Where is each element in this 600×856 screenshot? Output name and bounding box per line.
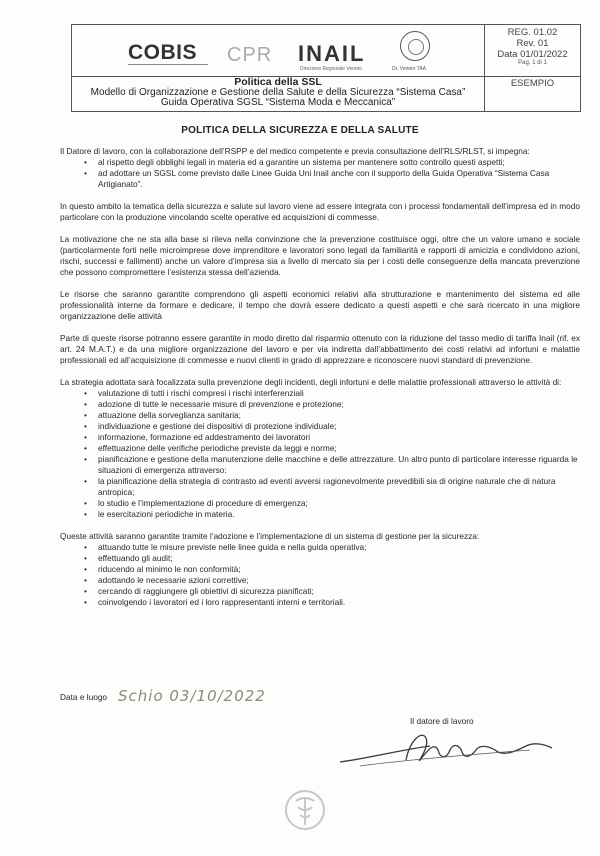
list-item: • valutazione di tutti i rischi compresi i rischi interferenziali	[84, 388, 580, 399]
cobis-logo: COBIS	[128, 41, 198, 64]
cpr-logo: CPR	[227, 44, 273, 66]
document-meta	[485, 25, 580, 78]
reg-code: REG. 01.02	[507, 27, 558, 38]
handwritten-date: Schio 03/10/2022	[118, 687, 266, 705]
paragraph: In questo ambito la tematica della sicurezza e salute sul lavoro viene ad essere integrata con i processi fondamentali dell’impresa ed in modo particolare con la produzione vincolando scelte operative ed acquisizioni di commesse.	[60, 201, 580, 222]
list-item: • adozione di tutte le necessarie misure di prevenzione e protezione;	[84, 399, 580, 410]
inail-logo-subline: Direzione Regionale Veneto	[300, 66, 362, 72]
status-label: ESEMPIO	[510, 78, 555, 89]
header-subtitle: Modello di Organizzazione e Gestione della Salute e della Sicurezza “Sistema Casa”	[90, 86, 466, 98]
list-item: • adottando le necessarie azioni correttive;	[84, 575, 580, 586]
list-item: • attuando tutte le misure previste nelle linee guida e nella guida operativa;	[84, 542, 580, 553]
list-item: • riducendo al minimo le non conformità;	[84, 564, 580, 575]
list-item: • effettuazione delle verifiche periodiche previste da leggi e norme;	[84, 443, 580, 454]
seal-icon	[400, 31, 430, 61]
commitments-list	[60, 157, 580, 190]
issue-date: Data 01/01/2022	[497, 49, 568, 60]
list-item: • al rispetto degli obblighi legali in materia ed a garantire un sistema per mantenere sotto controllo questi aspetti;	[84, 157, 580, 168]
paragraph: Queste attività saranno garantite tramite l’adozione e l’implementazione di un sistema di gestione per la sicurezza:	[60, 531, 480, 541]
list-item: • cercando di raggiungere gli obiettivi di sicurezza pianificati;	[84, 586, 580, 597]
logo-strip	[72, 25, 484, 76]
document-body	[60, 146, 580, 619]
cobis-logo-subline	[128, 64, 208, 65]
list-item: • le esercitazioni periodiche in materia.	[84, 509, 580, 520]
signature-scribble	[330, 720, 570, 780]
list-item: • coinvolgendo i lavoratori ed i loro rappresentanti interni e territoriali.	[84, 597, 580, 608]
header-title-block	[72, 77, 484, 111]
revision: Rev. 01	[516, 38, 549, 49]
employer-label: Il datore di lavoro	[410, 716, 474, 726]
date-place-label: Data e luogo	[60, 692, 108, 702]
page-number: Pag. 1 di 1	[518, 60, 547, 66]
list-item: • informazione, formazione ed addestramento dei lavoratori	[84, 432, 580, 443]
paragraph: Parte di queste risorse potranno essere garantite in modo diretto dal risparmio ottenuto con la riduzione del tasso medio di tariffa Inail (rif. ex art. 24 M.A.T.) e da una migliore organizzazione del lavoro e per via indiretta dall’abbattimento dei costi relativi ad infortuni e malattie professionali ed all’acquisizione di commesse e nuovi clienti in grado di apprezzare e riconoscere nuovi standard di prevenzione.	[60, 333, 580, 365]
activities-list	[60, 388, 580, 520]
list-item: • pianificazione e gestione della manutenzione delle macchine e delle attrezzature. Un altro punto di particolare interesse riguarda le situazioni di emergenza attraverso:	[84, 454, 580, 476]
list-item: • la pianificazione della strategia di contrasto ad eventi avversi ragionevolmente prevedibili sia di origine naturale che di natura antropica;	[84, 476, 580, 498]
list-item: • lo studio e l’implementazione di procedure di emergenza;	[84, 498, 580, 509]
document-title: POLITICA DELLA SICUREZZA E DELLA SALUTE	[181, 125, 419, 136]
document-header-table	[71, 24, 581, 112]
list-item: • individuazione e gestione dei dispositivi di protezione individuale;	[84, 421, 580, 432]
paragraph: La strategia adottata sarà focalizzata sulla prevenzione degli incidenti, degli infortuni e delle malattie professionali attraverso le attività di:	[60, 377, 562, 387]
seal-subline: Dr. Veneto TAA	[392, 66, 427, 72]
list-item: • ad adottare un SGSL come previsto dalle Linee Guida Uni Inail anche con il supporto della Guida Operativa “Sistema Casa Artigianato”.	[84, 168, 580, 190]
watermark-stamp-icon	[284, 787, 326, 833]
list-item: • effettuando gli audit;	[84, 553, 580, 564]
list-item: • attuazione della sorveglianza sanitaria;	[84, 410, 580, 421]
header-subtitle: Guida Operativa SGSL “Sistema Moda e Meccanica”	[160, 97, 396, 108]
intro-paragraph: Il Datore di lavoro, con la collaborazione dell’RSPP e del medico competente e previa consultazione dell’RLS/RLST, si impegna:	[60, 146, 530, 156]
header-title: Politica della SSL	[234, 76, 322, 88]
inail-logo: INAIL	[298, 41, 366, 66]
paragraph: Le risorse che saranno garantite comprendono gli aspetti economici relativi alla strutturazione e mantenimento del sistema ed alle professionalità interne da formare e dedicare, il tempo che dovrà essere dedicato a questi aspetti e che sarà ricercato in una migliore organizzazione delle attività	[60, 289, 580, 321]
paragraph: La motivazione che ne sta alla base si rileva nella convinzione che la prevenzione costituisce oggi, oltre che un valore umano e sociale (particolarmente forti nelle microimprese dove imprenditore e lavoratori sono legati da familiarità e rapporti di amicizia e condividono azioni, rischi, successi e fallimenti) anche un valore d’impresa sia a livello di mercato sia per i costi delle conseguenze della mancata prevenzione che possono compromettere l’esistenza stessa dell’azienda.	[60, 234, 580, 277]
actions-list	[60, 542, 580, 608]
